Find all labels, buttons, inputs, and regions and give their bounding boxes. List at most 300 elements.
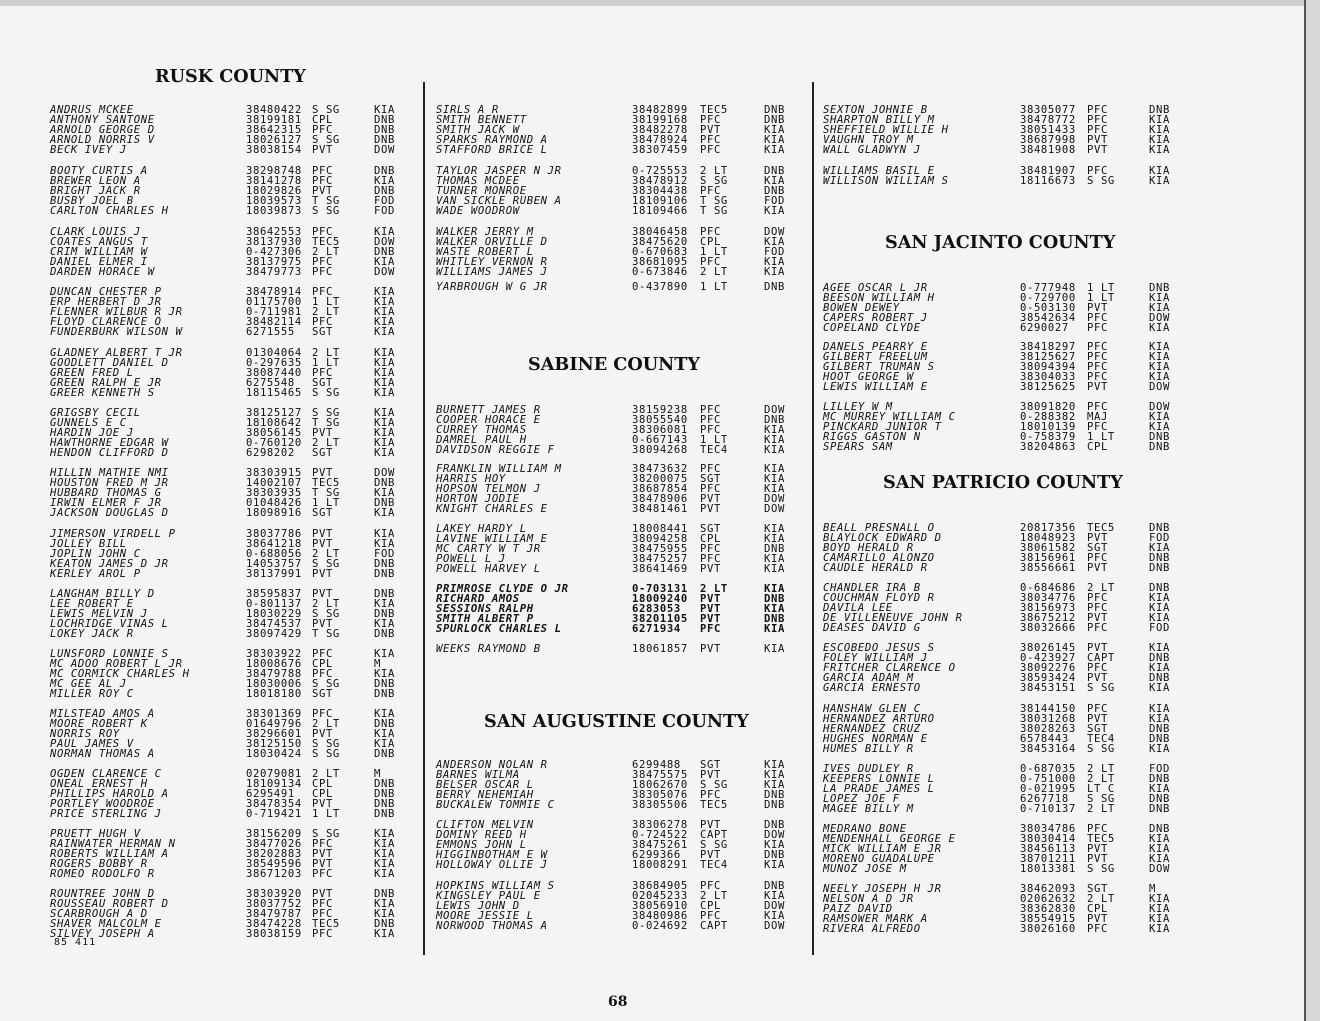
entry-serial-number: 38480422 — [246, 104, 302, 116]
entry-grade: S SG — [312, 387, 340, 399]
entry-name: NORWOOD THOMAS A — [436, 920, 548, 932]
entry-name: MILLER ROY C — [50, 688, 134, 700]
entry-grade: 2 LT — [1087, 582, 1115, 594]
entry-serial-number: 20817356 — [1020, 522, 1076, 534]
entry-serial-number: 6271934 — [632, 623, 681, 635]
entry-status: KIA — [374, 286, 395, 298]
entry-serial-number: 38477026 — [246, 838, 302, 850]
entry-name: WEEKS RAYMOND B — [436, 643, 541, 655]
entry-name: MC GEE AL J — [50, 678, 127, 690]
entry-grade: PFC — [312, 708, 333, 720]
entry-status: KIA — [1149, 292, 1170, 304]
page-right-edge — [1304, 0, 1320, 1021]
entry-name: DAVIDSON REGGIE F — [436, 444, 555, 456]
entry-name: SHEFFIELD WILLIE H — [823, 124, 949, 136]
entry-status: DNB — [764, 593, 785, 605]
entry-serial-number: 18062670 — [632, 779, 688, 791]
entry-grade: CPL — [700, 900, 721, 912]
entry-grade: TEC5 — [1087, 522, 1115, 534]
entry-serial-number: 6295491 — [246, 788, 295, 800]
entry-serial-number: 38303915 — [246, 467, 302, 479]
entry-serial-number: 38204863 — [1020, 441, 1076, 453]
entry-grade: PVT — [700, 849, 721, 861]
entry-name: ERP HERBERT D JR — [50, 296, 162, 308]
entry-serial-number: 0-801137 — [246, 598, 302, 610]
entry-name: ARNOLD NORRIS V — [50, 134, 155, 146]
entry-serial-number: 38094394 — [1020, 361, 1076, 373]
entry-serial-number: 38030414 — [1020, 833, 1076, 845]
entry-grade: PFC — [700, 134, 721, 146]
entry-serial-number: 18048923 — [1020, 532, 1076, 544]
entry-status: DNB — [764, 799, 785, 811]
entry-status: KIA — [374, 598, 395, 610]
entry-name: LAVINE WILLIAM E — [436, 533, 548, 545]
entry-status: KIA — [764, 463, 785, 475]
entry-name: KNIGHT CHARLES E — [436, 503, 548, 515]
entry-status: KIA — [1149, 175, 1170, 187]
entry-serial-number: 38482278 — [632, 124, 688, 136]
entry-grade: PVT — [312, 888, 333, 900]
entry-status: DNB — [374, 477, 395, 489]
entry-serial-number: 0-758379 — [1020, 431, 1076, 443]
entry-status: DNB — [1149, 562, 1170, 574]
entry-name: SESSIONS RALPH — [436, 603, 534, 615]
entry-status: KIA — [764, 134, 785, 146]
entry-serial-number: 18013381 — [1020, 863, 1076, 875]
entry-grade: T SG — [700, 195, 728, 207]
entry-name: RAMSOWER MARK A — [823, 913, 928, 925]
entry-serial-number: 38595837 — [246, 588, 302, 600]
entry-status: DNB — [1149, 672, 1170, 684]
entry-name: RIGGS GASTON N — [823, 431, 921, 443]
entry-serial-number: 18109106 — [632, 195, 688, 207]
entry-name: SILVEY JOSEPH A — [50, 928, 155, 940]
entry-name: WASTE ROBERT L — [436, 246, 534, 258]
entry-name: GARCIA ERNESTO — [823, 682, 921, 694]
entry-serial-number: 0-021995 — [1020, 783, 1076, 795]
entry-status: DOW — [374, 236, 395, 248]
entry-grade: TEC4 — [700, 444, 728, 456]
entry-serial-number: 01175700 — [246, 296, 302, 308]
entry-grade: PFC — [312, 908, 333, 920]
entry-serial-number: 02045233 — [632, 890, 688, 902]
entry-name: IVES DUDLEY R — [823, 763, 914, 775]
entry-grade: CPL — [1087, 441, 1108, 453]
entry-serial-number: 38478772 — [1020, 114, 1076, 126]
entry-grade: PFC — [1087, 351, 1108, 363]
entry-grade: 2 LT — [1087, 773, 1115, 785]
entry-serial-number: 38031268 — [1020, 713, 1076, 725]
entry-name: TAYLOR JASPER N JR — [436, 165, 562, 177]
entry-grade: PFC — [700, 880, 721, 892]
entry-status: KIA — [374, 868, 395, 880]
entry-serial-number: 38091820 — [1020, 401, 1076, 413]
entry-grade: SGT — [1087, 883, 1108, 895]
entry-status: KIA — [374, 648, 395, 660]
entry-status: KIA — [1149, 124, 1170, 136]
entry-name: SIRLS A R — [436, 104, 499, 116]
entry-grade: CAPT — [700, 829, 728, 841]
entry-grade: PFC — [700, 404, 721, 416]
entry-name: PRIMROSE CLYDE O JR — [436, 583, 569, 595]
entry-name: PRUETT HUGH V — [50, 828, 141, 840]
entry-grade: S SG — [1087, 682, 1115, 694]
entry-status: FOD — [764, 246, 785, 258]
entry-grade: PFC — [1087, 371, 1108, 383]
entry-serial-number: 38481908 — [1020, 144, 1076, 156]
entry-name: CURREY THOMAS — [436, 424, 527, 436]
entry-grade: PFC — [312, 868, 333, 880]
entry-grade: PFC — [1087, 703, 1108, 715]
entry-grade: 1 LT — [312, 808, 340, 820]
entry-status: KIA — [764, 256, 785, 268]
entry-status: KIA — [1149, 341, 1170, 353]
entry-status: DNB — [1149, 793, 1170, 805]
entry-name: HORTON JODIE — [436, 493, 520, 505]
entry-name: LUNSFORD LONNIE S — [50, 648, 169, 660]
entry-grade: PFC — [700, 414, 721, 426]
entry-grade: SGT — [700, 759, 721, 771]
entry-name: LOKEY JACK R — [50, 628, 134, 640]
footer-code: 85 411 — [54, 937, 97, 948]
entry-status: DNB — [764, 543, 785, 555]
entry-name: FLENNER WILBUR R JR — [50, 306, 183, 318]
entry-grade: S SG — [312, 407, 340, 419]
entry-serial-number: 38681095 — [632, 256, 688, 268]
entry-serial-number: 38671203 — [246, 868, 302, 880]
entry-serial-number: 18008291 — [632, 859, 688, 871]
entry-grade: S SG — [312, 205, 340, 217]
page-number: 68 — [608, 994, 628, 1010]
entry-serial-number: 0-673846 — [632, 266, 688, 278]
entry-name: BREWER LEON A — [50, 175, 141, 187]
entry-name: SMITH JACK W — [436, 124, 520, 136]
entry-name: CRIM WILLIAM W — [50, 246, 148, 258]
entry-grade: 1 LT — [700, 281, 728, 293]
entry-name: DAMREL PAUL H — [436, 434, 527, 446]
entry-status: KIA — [1149, 783, 1170, 795]
entry-serial-number: 38556661 — [1020, 562, 1076, 574]
entry-name: SPURLOCK CHARLES L — [436, 623, 562, 635]
entry-status: KIA — [374, 437, 395, 449]
entry-status: KIA — [374, 407, 395, 419]
entry-serial-number: 02079081 — [246, 768, 302, 780]
entry-serial-number: 18098916 — [246, 507, 302, 519]
entry-status: DNB — [1149, 652, 1170, 664]
entry-name: POWELL L J — [436, 553, 506, 565]
entry-name: BLAYLOCK EDWARD D — [823, 532, 942, 544]
entry-name: LEWIS JOHN D — [436, 900, 520, 912]
entry-status: KIA — [374, 838, 395, 850]
entry-serial-number: 38301369 — [246, 708, 302, 720]
entry-status: KIA — [764, 779, 785, 791]
entry-grade: PVT — [700, 493, 721, 505]
entry-status: DOW — [764, 226, 785, 238]
entry-name: HUMES BILLY R — [823, 743, 914, 755]
entry-grade: 1 LT — [700, 246, 728, 258]
entry-serial-number: 38641469 — [632, 563, 688, 575]
entry-grade: S SG — [312, 558, 340, 570]
entry-name: BERRY NEHEMIAH — [436, 789, 534, 801]
entry-status: KIA — [764, 266, 785, 278]
entry-grade: PVT — [312, 467, 333, 479]
entry-serial-number: 38199168 — [632, 114, 688, 126]
entry-grade: PFC — [312, 648, 333, 660]
entry-name: TURNER MONROE — [436, 185, 527, 197]
entry-status: DNB — [764, 789, 785, 801]
entry-grade: CPL — [700, 236, 721, 248]
entry-serial-number: 38094268 — [632, 444, 688, 456]
entry-status: M — [1149, 883, 1156, 895]
entry-status: KIA — [374, 487, 395, 499]
entry-grade: PFC — [1087, 421, 1108, 433]
entry-grade: PVT — [1087, 612, 1108, 624]
entry-status: KIA — [1149, 913, 1170, 925]
entry-name: KEATON JAMES D JR — [50, 558, 169, 570]
entry-grade: PFC — [1087, 602, 1108, 614]
entry-name: MEDRANO BONE — [823, 823, 907, 835]
entry-status: KIA — [374, 296, 395, 308]
entry-serial-number: 38549596 — [246, 858, 302, 870]
entry-grade: S SG — [312, 608, 340, 620]
entry-name: BUCKALEW TOMMIE C — [436, 799, 555, 811]
entry-name: SMITH BENNETT — [436, 114, 527, 126]
entry-grade: PVT — [1087, 913, 1108, 925]
entry-status: KIA — [764, 124, 785, 136]
entry-name: HUBBARD THOMAS G — [50, 487, 162, 499]
entry-serial-number: 38481461 — [632, 503, 688, 515]
entry-serial-number: 38475955 — [632, 543, 688, 555]
entry-serial-number: 6275548 — [246, 377, 295, 389]
entry-name: PAUL JAMES V — [50, 738, 134, 750]
county-heading: SAN JACINTO COUNTY — [885, 232, 1116, 253]
entry-status: DOW — [764, 503, 785, 515]
entry-name: NELSON A D JR — [823, 893, 914, 905]
column-divider-1 — [423, 82, 425, 955]
entry-name: LOPEZ JOE F — [823, 793, 900, 805]
entry-name: DUNCAN CHESTER P — [50, 286, 162, 298]
entry-status: DNB — [1149, 733, 1170, 745]
entry-grade: PVT — [700, 593, 721, 605]
entry-grade: TEC5 — [312, 477, 340, 489]
entry-serial-number: 38046458 — [632, 226, 688, 238]
entry-grade: CPL — [312, 788, 333, 800]
entry-grade: LT C — [1087, 783, 1115, 795]
entry-status: DOW — [1149, 863, 1170, 875]
entry-status: DNB — [374, 124, 395, 136]
entry-serial-number: 38481907 — [1020, 165, 1076, 177]
entry-status: KIA — [1149, 361, 1170, 373]
entry-status: KIA — [1149, 642, 1170, 654]
entry-grade: TEC5 — [312, 918, 340, 930]
entry-grade: PVT — [312, 538, 333, 550]
entry-grade: PFC — [1087, 124, 1108, 136]
entry-grade: SGT — [1087, 723, 1108, 735]
entry-serial-number: 38125625 — [1020, 381, 1076, 393]
entry-name: RIVERA ALFREDO — [823, 923, 921, 935]
entry-grade: 2 LT — [312, 306, 340, 318]
entry-serial-number: 14002107 — [246, 477, 302, 489]
entry-name: HANSHAW GLEN C — [823, 703, 921, 715]
entry-name: ANDERSON NOLAN R — [436, 759, 548, 771]
entry-serial-number: 18115465 — [246, 387, 302, 399]
entry-serial-number: 14053757 — [246, 558, 302, 570]
entry-status: KIA — [374, 377, 395, 389]
entry-status: DOW — [764, 920, 785, 932]
entry-name: POWELL HARVEY L — [436, 563, 541, 575]
entry-serial-number: 38038154 — [246, 144, 302, 156]
entry-serial-number: 38462093 — [1020, 883, 1076, 895]
entry-serial-number: 38642553 — [246, 226, 302, 238]
entry-status: KIA — [1149, 682, 1170, 694]
entry-serial-number: 0-297635 — [246, 357, 302, 369]
entry-grade: PFC — [312, 256, 333, 268]
entry-status: KIA — [764, 603, 785, 615]
entry-status: DOW — [1149, 381, 1170, 393]
entry-name: YARBROUGH W G JR — [436, 281, 548, 293]
entry-name: EMMONS JOHN L — [436, 839, 527, 851]
entry-serial-number: 01304064 — [246, 347, 302, 359]
entry-serial-number: 0-667143 — [632, 434, 688, 446]
entry-serial-number: 38482114 — [246, 316, 302, 328]
entry-grade: PVT — [1087, 853, 1108, 865]
entry-serial-number: 38125627 — [1020, 351, 1076, 363]
entry-serial-number: 38061582 — [1020, 542, 1076, 554]
entry-name: DOMINY REED H — [436, 829, 527, 841]
entry-grade: PVT — [700, 819, 721, 831]
entry-name: JACKSON DOUGLAS D — [50, 507, 169, 519]
entry-grade: PFC — [1087, 552, 1108, 564]
entry-serial-number: 38303935 — [246, 487, 302, 499]
entry-grade: S SG — [700, 779, 728, 791]
entry-name: FUNDERBURK WILSON W — [50, 326, 183, 338]
entry-serial-number: 38137975 — [246, 256, 302, 268]
entry-status: KIA — [374, 175, 395, 187]
entry-status: FOD — [374, 548, 395, 560]
entry-status: M — [374, 658, 381, 670]
entry-grade: PFC — [700, 226, 721, 238]
entry-name: HUGHES NORMAN E — [823, 733, 928, 745]
entry-status: KIA — [764, 563, 785, 575]
entry-status: DNB — [764, 849, 785, 861]
entry-status: KIA — [374, 226, 395, 238]
entry-grade: 2 LT — [312, 768, 340, 780]
entry-serial-number: 38026145 — [1020, 642, 1076, 654]
entry-serial-number: 38479787 — [246, 908, 302, 920]
entry-name: CLIFTON MELVIN — [436, 819, 534, 831]
entry-name: WADE WOODROW — [436, 205, 520, 217]
entry-serial-number: 0-725553 — [632, 165, 688, 177]
entry-name: ROUSSEAU ROBERT D — [50, 898, 169, 910]
entry-status: KIA — [1149, 542, 1170, 554]
entry-name: HERNANDEZ CRUZ — [823, 723, 921, 735]
entry-grade: PFC — [312, 367, 333, 379]
entry-status: KIA — [1149, 743, 1170, 755]
entry-grade: 2 LT — [312, 347, 340, 359]
entry-grade: S SG — [312, 738, 340, 750]
entry-name: ARNOLD GEORGE D — [50, 124, 155, 136]
entry-name: LANGHAM BILLY D — [50, 588, 155, 600]
entry-status: DNB — [764, 104, 785, 116]
entry-status: KIA — [374, 848, 395, 860]
entry-name: LA PRADE JAMES L — [823, 783, 935, 795]
entry-status: DNB — [764, 114, 785, 126]
entry-grade: PFC — [1087, 165, 1108, 177]
entry-grade: PFC — [1087, 361, 1108, 373]
entry-status: DNB — [1149, 823, 1170, 835]
entry-serial-number: 38475261 — [632, 839, 688, 851]
entry-name: JOPLIN JOHN C — [50, 548, 141, 560]
entry-name: HARRIS HOY — [436, 473, 506, 485]
entry-status: DNB — [764, 819, 785, 831]
entry-name: GILBERT TRUMAN S — [823, 361, 935, 373]
entry-status: FOD — [1149, 763, 1170, 775]
entry-name: WILLISON WILLIAM S — [823, 175, 949, 187]
entry-status: KIA — [1149, 322, 1170, 334]
entry-serial-number: 0-688056 — [246, 548, 302, 560]
entry-grade: 2 LT — [700, 890, 728, 902]
entry-serial-number: 38453164 — [1020, 743, 1076, 755]
entry-name: MORENO GUADALUPE — [823, 853, 935, 865]
entry-grade: PFC — [1087, 823, 1108, 835]
entry-name: MC CORMICK CHARLES H — [50, 668, 190, 680]
entry-grade: SGT — [1087, 542, 1108, 554]
entry-serial-number: 38144150 — [1020, 703, 1076, 715]
entry-name: CLARK LOUIS J — [50, 226, 141, 238]
entry-serial-number: 38362830 — [1020, 903, 1076, 915]
entry-status: KIA — [374, 738, 395, 750]
entry-status: DNB — [374, 608, 395, 620]
entry-grade: TEC4 — [700, 859, 728, 871]
entry-grade: PFC — [312, 838, 333, 850]
entry-name: BOYD HERALD R — [823, 542, 914, 554]
entry-name: BECK IVEY J — [50, 144, 127, 156]
entry-name: LILLEY W M — [823, 401, 893, 413]
entry-status: KIA — [374, 858, 395, 870]
entry-status: KIA — [1149, 371, 1170, 383]
entry-status: DNB — [1149, 431, 1170, 443]
entry-grade: PFC — [700, 910, 721, 922]
entry-serial-number: 6283053 — [632, 603, 681, 615]
entry-grade: PVT — [312, 427, 333, 439]
entry-serial-number: 18008441 — [632, 523, 688, 535]
entry-name: ANTHONY SANTONE — [50, 114, 155, 126]
entry-status: DNB — [374, 748, 395, 760]
entry-status: KIA — [1149, 853, 1170, 865]
entry-name: WILLIAMS JAMES J — [436, 266, 548, 278]
entry-name: HOPSON TELMON J — [436, 483, 541, 495]
entry-status: KIA — [1149, 302, 1170, 314]
entry-serial-number: 0-670683 — [632, 246, 688, 258]
entry-grade: PFC — [1087, 312, 1108, 324]
entry-name: CARLTON CHARLES H — [50, 205, 169, 217]
entry-name: GREER KENNETH S — [50, 387, 155, 399]
entry-name: DEASES DAVID G — [823, 622, 921, 634]
entry-status: KIA — [764, 533, 785, 545]
entry-status: DNB — [1149, 723, 1170, 735]
entry-grade: PVT — [700, 563, 721, 575]
entry-status: KIA — [764, 553, 785, 565]
entry-name: MICK WILLIAM E JR — [823, 843, 942, 855]
entry-serial-number: 6298202 — [246, 447, 295, 459]
entry-name: HOLLOWAY OLLIE J — [436, 859, 548, 871]
entry-serial-number: 0-684686 — [1020, 582, 1076, 594]
entry-grade: 2 LT — [1087, 763, 1115, 775]
entry-status: DNB — [374, 678, 395, 690]
entry-name: STAFFORD BRICE L — [436, 144, 548, 156]
entry-name: GILBERT FREELUM — [823, 351, 928, 363]
entry-serial-number: 6299366 — [632, 849, 681, 861]
